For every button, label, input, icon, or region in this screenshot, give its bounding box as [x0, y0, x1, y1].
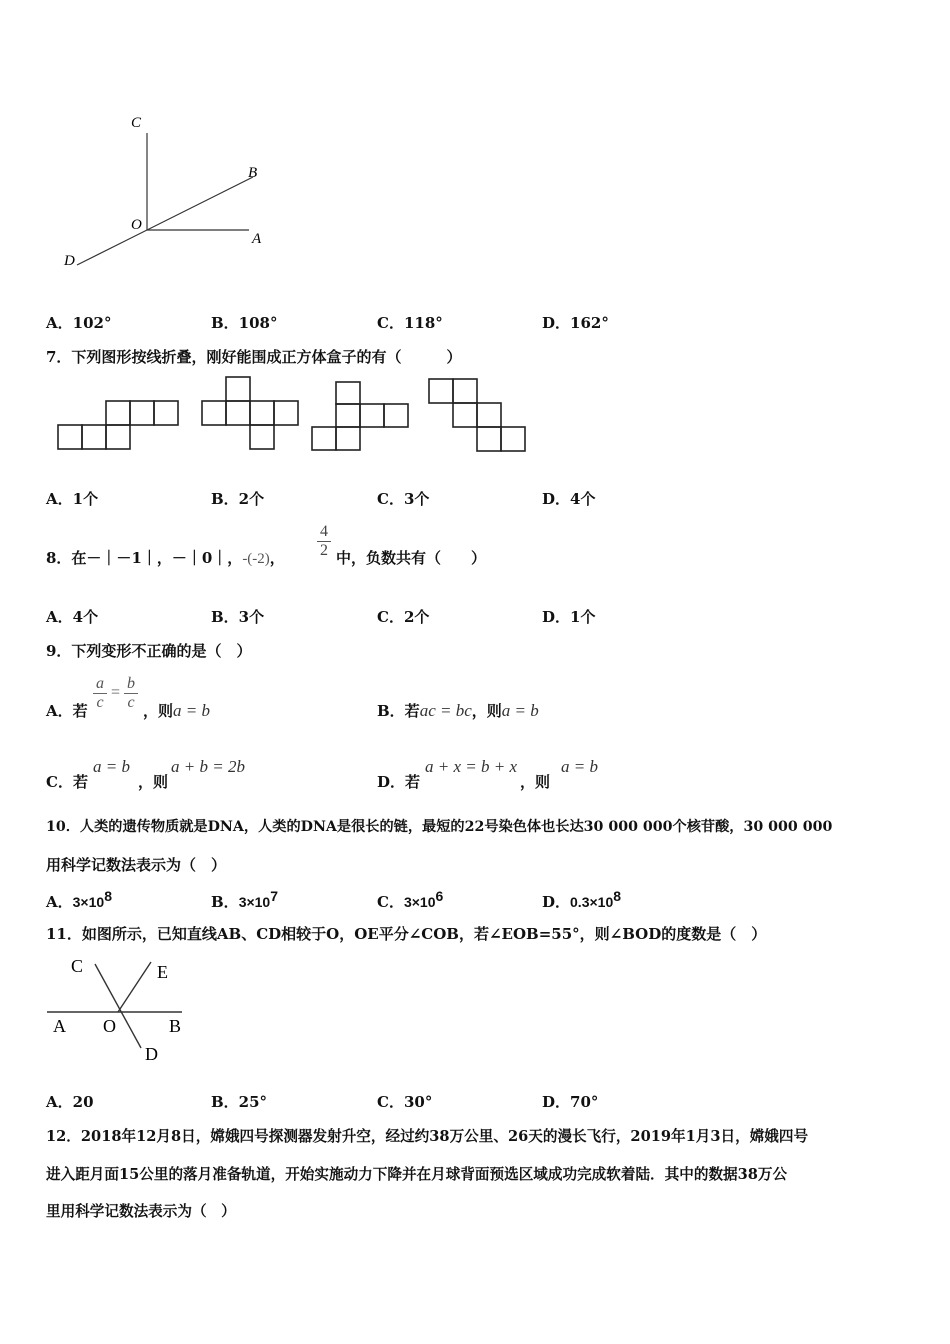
q7-option-b[interactable]: B．2个 — [211, 490, 265, 508]
q8-sep: ， — [269, 549, 285, 567]
q9-option-d[interactable] — [377, 771, 420, 792]
q9-c-cond: a = b — [93, 757, 130, 776]
ray-oe — [118, 962, 151, 1012]
q10-a-label: A． — [46, 893, 73, 911]
q12-stem-line1: 12．2018年12月8日，嫦娥四号探测器发射升空，经过约38万公里、26天的漫长飞行，2019年1月3日，嫦娥四号 — [46, 1128, 809, 1145]
q6-option-c[interactable]: C．118° — [377, 314, 443, 332]
label-c: C — [131, 115, 142, 131]
q10-option-a[interactable] — [46, 888, 112, 912]
q9-a-frac2-den: c — [127, 694, 135, 711]
q7-stem: 7．下列图形按线折叠，刚好能围成正方体盒子的有（ ） — [46, 348, 462, 366]
q8-fraction — [317, 523, 331, 560]
q8-option-c[interactable]: C．2个 — [377, 608, 430, 626]
q11-option-b[interactable]: B．25° — [211, 1093, 268, 1111]
fig11-label-o: O — [103, 1016, 116, 1036]
q8-frac-num: 4 — [317, 523, 331, 542]
line-db — [77, 177, 253, 265]
q8-suffix: 中，负数共有（ ） — [336, 549, 487, 567]
q10-b-exp: 7 — [270, 888, 279, 904]
label-b: B — [248, 165, 258, 181]
q8-option-b[interactable]: B．3个 — [211, 608, 265, 626]
q10-c-base: 3×10 — [403, 894, 436, 910]
q9-a-eq: = — [111, 684, 121, 701]
q8-option-d[interactable]: D．1个 — [542, 608, 596, 626]
q7-option-a[interactable]: A．1个 — [46, 490, 99, 508]
q9-d-then: ，则 — [520, 773, 551, 791]
q9-b-result: a = b — [501, 701, 539, 720]
q10-d-label: D． — [542, 893, 571, 911]
q9-a-result: a = b — [173, 701, 210, 720]
line-cd — [95, 964, 141, 1048]
q6-option-b[interactable]: B．108° — [211, 314, 278, 332]
cube-net-2 — [202, 377, 298, 449]
q10-d-base: 0.3×10 — [570, 894, 614, 910]
q10-option-b[interactable] — [211, 888, 278, 912]
q9-d-label: D．若 — [377, 773, 421, 791]
q9-option-a[interactable] — [46, 700, 88, 721]
angle-figure-q6 — [55, 105, 285, 275]
q11-option-a[interactable]: A．20 — [46, 1093, 94, 1111]
q9-a-frac1-num: a — [93, 675, 107, 694]
q10-c-label: C． — [377, 893, 404, 911]
q8-expr: -(-2) — [242, 551, 270, 567]
cube-net-4 — [429, 379, 525, 451]
cube-net-3 — [312, 382, 408, 450]
q11-option-d[interactable]: D．70° — [542, 1093, 599, 1111]
q10-c-exp: 6 — [435, 888, 444, 904]
q9-d-result: a = b — [561, 757, 598, 776]
q10-a-base: 3×10 — [72, 894, 105, 910]
q10-b-base: 3×10 — [238, 894, 271, 910]
q12-stem-line2: 进入距月面15公里的落月准备轨道，开始实施动力下降并在月球背面预选区域成功完成软着陆．其中的数据38万公 — [46, 1166, 788, 1183]
q6-option-d[interactable]: D．162° — [542, 314, 609, 332]
q7-option-c[interactable]: C．3个 — [377, 490, 430, 508]
cube-nets-figure — [55, 374, 535, 456]
q9-d-cond: a + x = b + x — [425, 757, 518, 776]
q9-b-cond: ac = bc — [419, 701, 472, 720]
intersecting-lines-figure — [45, 952, 190, 1067]
q10-option-c[interactable] — [377, 888, 443, 912]
label-a: A — [252, 231, 262, 247]
q10-stem-line1: 10．人类的遗传物质就是DNA，人类的DNA是很长的链，最短的22号染色体也长达30 000 000个核苷酸，30 000 000 — [46, 819, 833, 835]
q9-b-label: B．若 — [377, 702, 420, 720]
q8-prefix: 8．在－｜－1｜，－｜0｜， — [46, 549, 243, 567]
q9-a-frac1 — [93, 675, 107, 712]
q9-option-b[interactable] — [377, 700, 539, 721]
q10-a-exp: 8 — [104, 888, 112, 904]
q10-stem-line2: 用科学记数法表示为（ ） — [46, 856, 227, 874]
q8-stem — [46, 547, 285, 568]
fig11-label-a: A — [53, 1016, 66, 1036]
q6-option-a[interactable]: A．102° — [46, 314, 112, 332]
fig11-label-c: C — [71, 956, 84, 976]
q9-stem: 9．下列变形不正确的是（ ） — [46, 642, 252, 660]
q9-a-frac1-den: c — [96, 694, 104, 711]
q9-c-label: C．若 — [46, 773, 88, 791]
q10-option-d[interactable] — [542, 888, 621, 912]
q11-stem: 11．如图所示，已知直线AB、CD相较于O，OE平分∠COB，若∠EOB=55°，则∠BOD的度数是（ ） — [46, 925, 767, 943]
cube-net-1 — [58, 401, 178, 449]
q9-a-tail — [143, 700, 210, 721]
q9-c-then: ，则 — [138, 773, 169, 791]
q11-option-c[interactable]: C．30° — [377, 1093, 433, 1111]
q9-a-frac2 — [124, 675, 138, 712]
q10-d-exp: 8 — [613, 888, 622, 904]
q9-b-then: ，则 — [471, 702, 502, 720]
q10-b-label: B． — [211, 893, 239, 911]
q8-option-a[interactable]: A．4个 — [46, 608, 99, 626]
q9-a-label: A．若 — [46, 702, 88, 720]
fig11-label-d: D — [145, 1044, 158, 1064]
q9-a-frac2-num: b — [124, 675, 138, 694]
label-o: O — [131, 217, 142, 233]
q9-option-c[interactable] — [46, 771, 88, 792]
q7-option-d[interactable]: D．4个 — [542, 490, 596, 508]
q8-frac-den: 2 — [320, 542, 328, 559]
label-d: D — [64, 253, 75, 269]
q9-c-result: a + b = 2b — [171, 757, 245, 776]
fig11-label-b: B — [169, 1016, 182, 1036]
fig11-label-e: E — [157, 962, 168, 982]
q12-stem-line3: 里用科学记数法表示为（ ） — [46, 1203, 236, 1220]
q9-a-then: ，则 — [143, 702, 174, 720]
